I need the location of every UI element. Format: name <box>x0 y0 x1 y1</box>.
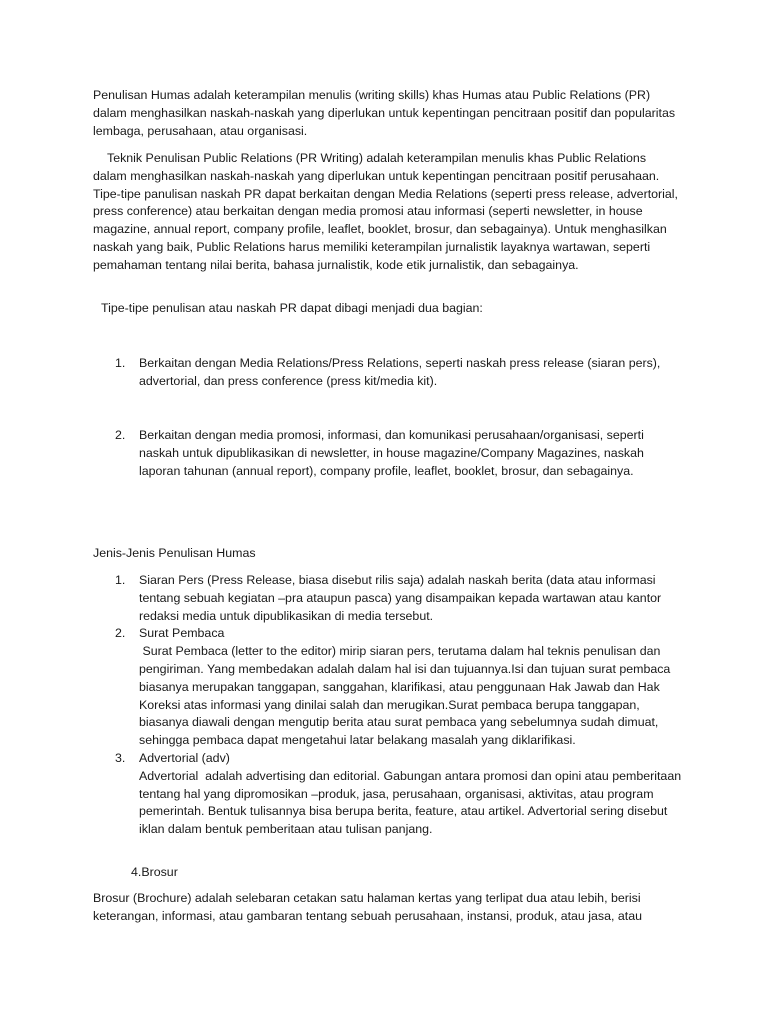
list-number: 3. <box>115 750 126 765</box>
list-item <box>93 625 683 750</box>
paragraph-intro: Penulisan Humas adalah keterampilan menulis (writing skills) khas Humas atau Public Relations (PR) dalam menghasilkan naskah-naskah yang diperlukan untuk kepentingan pencitraan positif dan popularitas lembaga, perusahaan, atau organisasi. <box>93 88 676 138</box>
list-item-text: Surat Pembaca (letter to the editor) mirip siaran pers, terutama dalam hal teknis penulisan dan pengiriman. Yang membedakan adalah dalam hal isi dan tujuannya.Isi dan tujuan surat pembaca biasanya merupakan tanggapan, sanggahan, klarifikasi, atau penggunaan Hak Jawab dan Hak Koreksi atas informasi yang dinilai salah dan merugikan.Surat pembaca berupa tanggapan, biasanya diawali dengan mengutip berita atau surat pembaca yang sebelumnya sudah dimuat, sehingga pembaca dapat mengetahui latar belakang masalah yang diklarifikasi. <box>139 644 674 748</box>
types-list-2 <box>93 427 683 480</box>
jenis-list <box>93 572 683 839</box>
list-item <box>93 355 683 391</box>
list-number: 2. <box>115 428 126 442</box>
paragraph-pr-writing: Teknik Penulisan Public Relations (PR Writing) adalah keterampilan menulis khas Public Relations dalam menghasilkan naskah-naskah yang diperlukan untuk kepentingan pencitraan positif perusahaan. Tipe-tipe panulisan naskah PR dapat berkaitan dengan Media Relations (seperti press release, advertorial, press conference) atau berkaitan dengan media promosi atau informasi (seperti newsletter, in house magazine, annual report, company profile, leaflet, booklet, brosur, dan sebagainya). Untuk menghasilkan naskah yang baik, Public Relations harus memiliki keterampilan jurnalistik layaknya wartawan, seperti pemahaman tentang nilai berita, bahasa jurnalistik, kode etik jurnalistik, dan sebagainya. <box>93 151 678 272</box>
paragraph-types-intro: Tipe-tipe penulisan atau naskah PR dapat dibagi menjadi dua bagian: <box>101 301 483 315</box>
paragraph-brosur: Brosur (Brochure) adalah selebaran cetakan satu halaman kertas yang terlipat dua atau lebih, berisi keterangan, informasi, atau gambaran tentang sebuah perusahaan, instansi, produk, atau jasa, atau <box>93 891 642 923</box>
list-number: 2. <box>115 626 126 641</box>
list-item-text: Berkaitan dengan media promosi, informasi, dan komunikasi perusahaan/organisasi, seperti naskah untuk dipublikasikan di newsletter, in house magazine/Company Magazines, naskah laporan tahunan (annual report), company profile, leaflet, booklet, brosur, dan sebagainya. <box>139 428 644 478</box>
list-item-title: Surat Pembaca <box>139 626 225 641</box>
list-item-text: Siaran Pers (Press Release, biasa disebut rilis saja) adalah naskah berita (data atau informasi tentang sebuah kegiatan –pra ataupun pasca) yang disampaikan kepada wartawan atau kantor redaksi media untuk dipublikasikan di media tersebut. <box>139 573 662 623</box>
list-item <box>93 572 683 625</box>
list-item <box>93 750 683 839</box>
heading-jenis: Jenis-Jenis Penulisan Humas <box>93 546 256 560</box>
heading-brosur: 4.Brosur <box>131 865 178 879</box>
types-list <box>93 355 683 391</box>
list-item-text: Berkaitan dengan Media Relations/Press Relations, seperti naskah press release (siaran pers), advertorial, dan press conference (press kit/media kit). <box>139 356 661 388</box>
list-item-text: Advertorial adalah advertising dan editorial. Gabungan antara promosi dan opini atau pemberitaan tentang hal yang dipromosikan –produk, jasa, perusahaan, organisasi, aktivitas, atau program pemerintah. Bentuk tulisannya bisa berupa berita, feature, atau artikel. Advertorial sering disebut iklan dalam bentuk pemberitaan atau tulisan panjang. <box>139 768 685 837</box>
list-number: 1. <box>115 573 126 587</box>
list-number: 1. <box>115 356 126 370</box>
list-item <box>93 427 683 480</box>
list-item-title: Advertorial (adv) <box>139 750 230 765</box>
